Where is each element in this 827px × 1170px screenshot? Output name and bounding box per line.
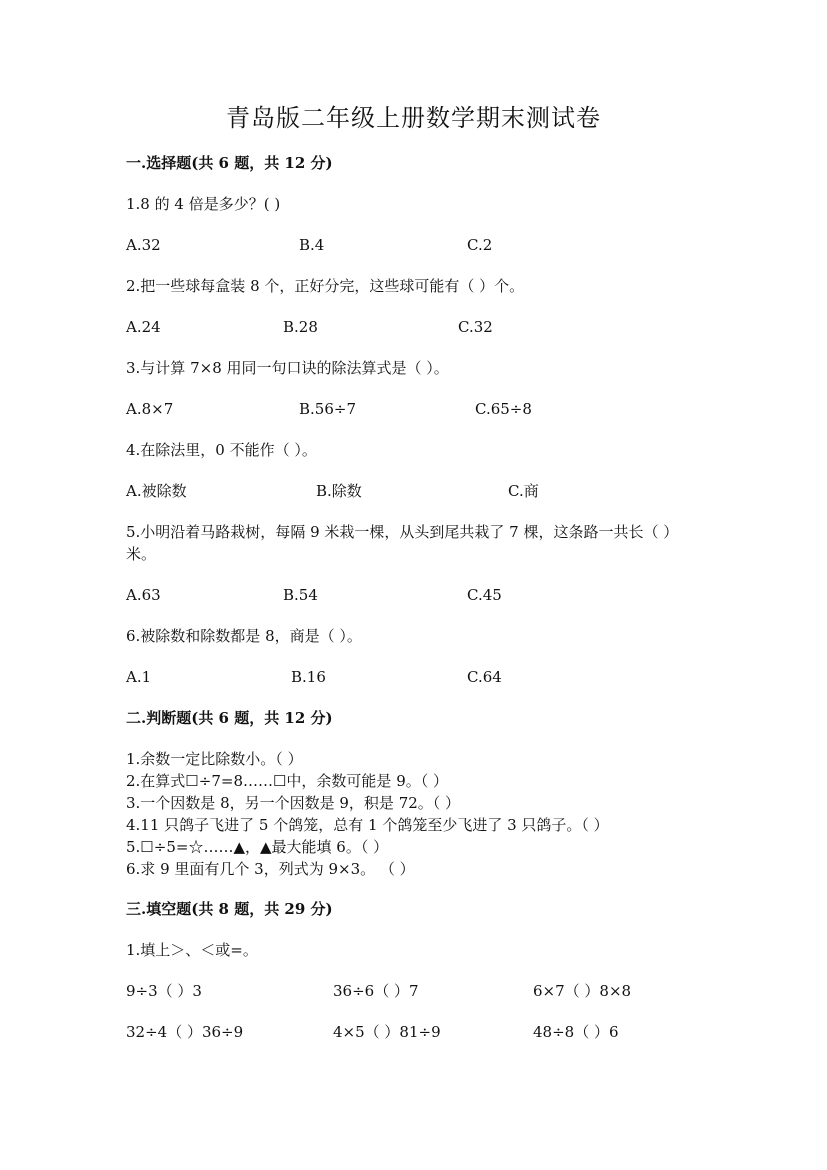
compare-item: 32÷4（ ）36÷9 <box>126 1023 244 1041</box>
option-b: B.除数 <box>316 482 362 500</box>
section-heading-judge: 二.判断题(共 6 题，共 12 分) <box>126 709 333 727</box>
judge-item: 4.11 只鸽子飞进了 5 个鸽笼，总有 1 个鸽笼至少飞进了 3 只鸽子。（ ） <box>126 816 609 834</box>
option-a: A.8×7 <box>126 400 174 418</box>
question-text: 5.小明沿着马路栽树，每隔 9 米栽一棵，从头到尾共栽了 7 棵，这条路一共长（ ）米。 <box>126 523 679 563</box>
judge-item: 3.一个因数是 8，另一个因数是 9，积是 72。（ ） <box>126 794 461 812</box>
option-c: C.2 <box>467 236 493 254</box>
compare-item: 36÷6（ ）7 <box>333 982 419 1000</box>
compare-item: 6×7（ ）8×8 <box>533 982 632 1000</box>
option-b: B.56÷7 <box>299 400 356 418</box>
option-c: C.商 <box>508 482 539 500</box>
option-b: B.54 <box>283 586 318 604</box>
option-c: C.64 <box>467 668 502 686</box>
option-a: A.63 <box>126 586 161 604</box>
compare-item: 48÷8（ ）6 <box>533 1023 619 1041</box>
question-text: 2.把一些球每盒装 8 个，正好分完，这些球可能有（ ）个。 <box>126 277 525 295</box>
judge-item: 5.☐÷5=☆……▲，▲最大能填 6。（ ） <box>126 838 389 856</box>
page-title: 青岛版二年级上册数学期末测试卷 <box>226 104 601 132</box>
judge-item: 2.在算式☐÷7=8……☐中，余数可能是 9。（ ） <box>126 772 449 790</box>
option-a: A.32 <box>126 236 161 254</box>
compare-item: 4×5（ ）81÷9 <box>333 1023 441 1041</box>
option-b: B.16 <box>291 668 326 686</box>
question-text: 1.填上＞、＜或=。 <box>126 941 258 959</box>
judge-item: 6.求 9 里面有几个 3，列式为 9×3。 （ ） <box>126 860 415 878</box>
section-heading-fill: 三.填空题(共 8 题，共 29 分) <box>126 900 333 918</box>
option-c: C.65÷8 <box>475 400 532 418</box>
option-a: A.24 <box>126 318 161 336</box>
question-text: 3.与计算 7×8 用同一句口诀的除法算式是（ ）。 <box>126 359 449 377</box>
option-b: B.28 <box>283 318 318 336</box>
compare-item: 9÷3（ ）3 <box>126 982 202 1000</box>
judge-item: 1.余数一定比除数小。（ ） <box>126 750 303 768</box>
question-text: 6.被除数和除数都是 8，商是（ ）。 <box>126 627 362 645</box>
question-text: 1.8 的 4 倍是多少？( ) <box>126 195 281 213</box>
option-b: B.4 <box>299 236 325 254</box>
section-heading-choice: 一.选择题(共 6 题，共 12 分) <box>126 154 333 172</box>
option-a: A.1 <box>126 668 152 686</box>
option-a: A.被除数 <box>126 482 187 500</box>
question-text: 4.在除法里，0 不能作（ ）。 <box>126 441 317 459</box>
option-c: C.45 <box>467 586 502 604</box>
option-c: C.32 <box>458 318 493 336</box>
